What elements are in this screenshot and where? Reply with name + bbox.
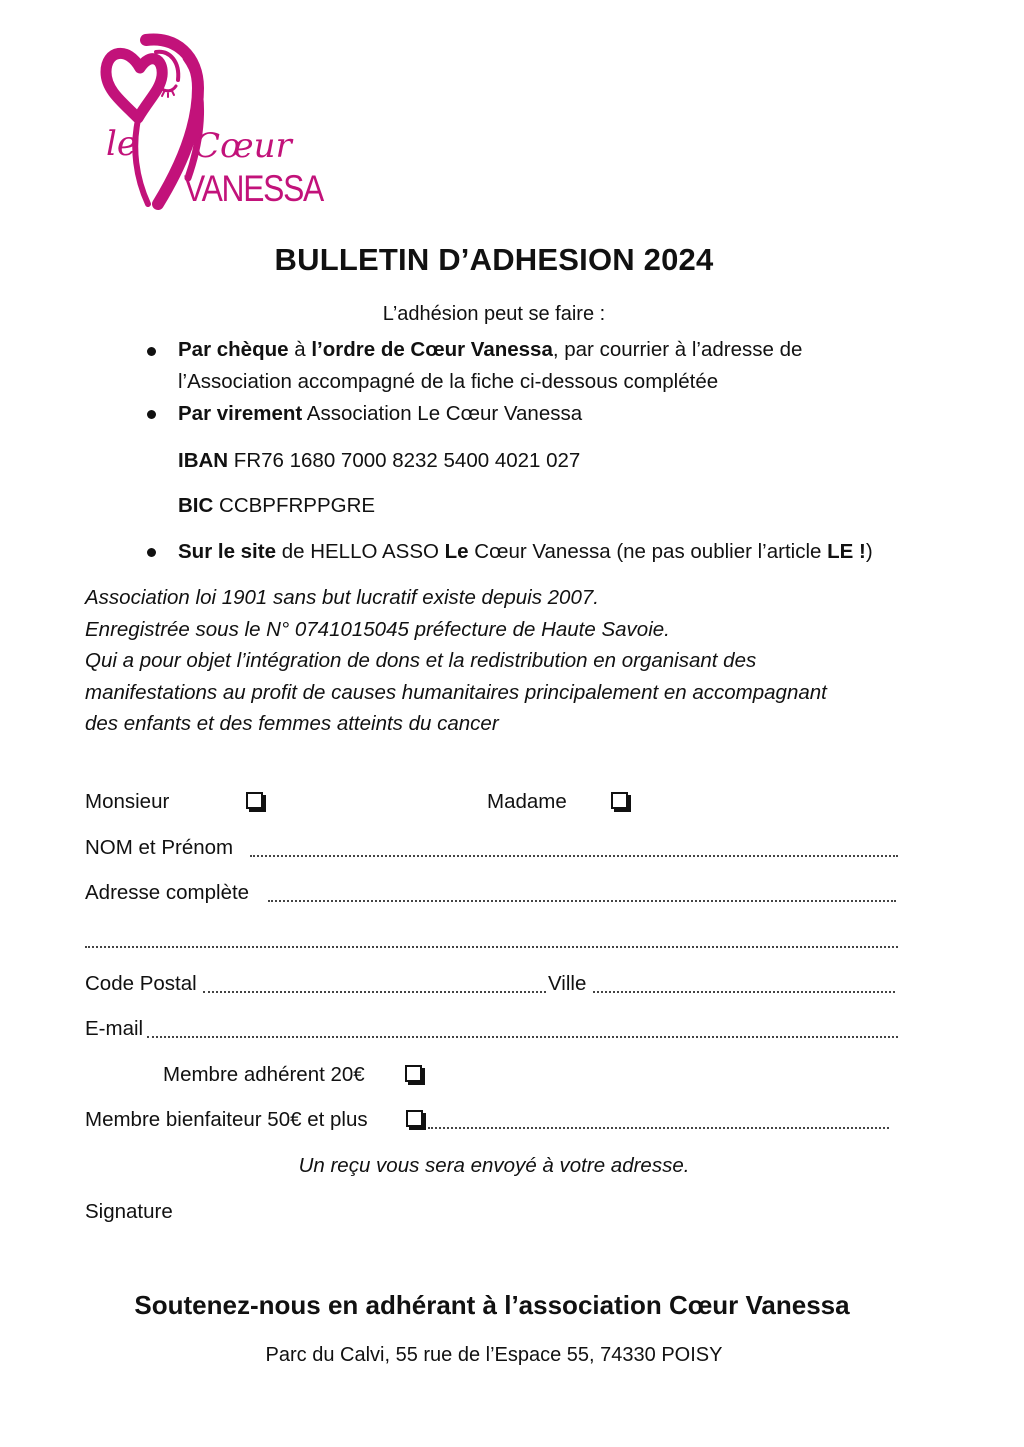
madame-checkbox[interactable] — [611, 792, 628, 809]
membre-adherent-label: Membre adhérent 20€ — [163, 1063, 365, 1086]
signature-label: Signature — [85, 1200, 173, 1223]
site-label: Sur le site — [178, 540, 276, 563]
ville-label: Ville — [548, 972, 587, 995]
membre-adherent-checkbox[interactable] — [405, 1065, 422, 1082]
bullet-cheque — [178, 334, 802, 366]
logo-text-coeur: Cœur — [194, 126, 292, 166]
bullet-site — [178, 536, 873, 568]
code-postal-field[interactable] — [203, 991, 546, 993]
about-line-1: Association loi 1901 sans but lucratif existe depuis 2007. — [85, 586, 599, 609]
bullet-dot — [147, 410, 156, 419]
adresse-label: Adresse complète — [85, 881, 250, 904]
monsieur-label: Monsieur — [85, 790, 170, 813]
receipt-note: Un reçu vous sera envoyé à votre adresse. — [298, 1154, 690, 1177]
ville-field[interactable] — [593, 991, 895, 993]
cheque-line2: l’Association accompagné de la fiche ci-dessous complétée — [178, 370, 719, 393]
site-text-c: ) — [865, 540, 873, 563]
bic-value: CCBPFRPPGRE — [213, 494, 376, 517]
logo-text-le: le — [106, 124, 137, 164]
iban-line — [178, 445, 580, 477]
email-field[interactable] — [147, 1036, 898, 1038]
bullet-dot — [147, 347, 156, 356]
footer-slogan: Soutenez-nous en adhérant à l’association Cœur Vanessa — [134, 1290, 850, 1320]
iban-label: IBAN — [178, 449, 229, 472]
bullet-virement — [178, 398, 582, 430]
cheque-order: l’ordre de Cœur Vanessa — [311, 338, 553, 361]
site-le: Le — [444, 540, 469, 563]
bienfaiteur-amount-field[interactable] — [428, 1127, 889, 1129]
virement-text: Association Le Cœur Vanessa — [302, 402, 583, 425]
logo — [98, 28, 328, 218]
cheque-label: Par chèque — [178, 338, 289, 361]
bic-line — [178, 490, 375, 522]
nom-label: NOM et Prénom — [85, 836, 234, 859]
site-text-b: Cœur Vanessa (ne pas oublier l’article — [468, 540, 828, 563]
virement-label: Par virement — [178, 402, 303, 425]
email-label: E-mail — [85, 1017, 144, 1040]
page-title: BULLETIN D’ADHESION 2024 — [274, 242, 714, 277]
madame-label: Madame — [487, 790, 567, 813]
membre-bienfaiteur-checkbox[interactable] — [406, 1110, 423, 1127]
monsieur-checkbox[interactable] — [246, 792, 263, 809]
membre-bienfaiteur-label: Membre bienfaiteur 50€ et plus — [85, 1108, 368, 1131]
footer-address: Parc du Calvi, 55 rue de l’Espace 55, 74330 POISY — [265, 1344, 723, 1366]
code-postal-label: Code Postal — [85, 972, 197, 995]
intro-text: L’adhésion peut se faire : — [382, 303, 606, 325]
iban-value: FR76 1680 7000 8232 5400 4021 027 — [228, 449, 581, 472]
site-le-bang: LE ! — [827, 540, 866, 563]
adresse-field[interactable] — [268, 900, 896, 902]
about-line-4: manifestations au profit de causes humanitaires principalement en accompagnant — [85, 681, 827, 704]
cheque-text-b: , par courrier à l’adresse de — [552, 338, 803, 361]
bullet-dot — [147, 548, 156, 557]
adresse-field-line2[interactable] — [85, 946, 898, 948]
bic-label: BIC — [178, 494, 214, 517]
nom-field[interactable] — [250, 855, 898, 857]
about-line-2: Enregistrée sous le N° 0741015045 préfecture de Haute Savoie. — [85, 618, 670, 641]
cheque-text-a: à — [288, 338, 312, 361]
about-line-3: Qui a pour objet l’intégration de dons et la redistribution en organisant des — [85, 649, 757, 672]
about-line-5: des enfants et des femmes atteints du cancer — [85, 712, 499, 735]
site-text-a: de HELLO ASSO — [276, 540, 445, 563]
logo-text-vanessa: VANESSA — [184, 168, 323, 209]
